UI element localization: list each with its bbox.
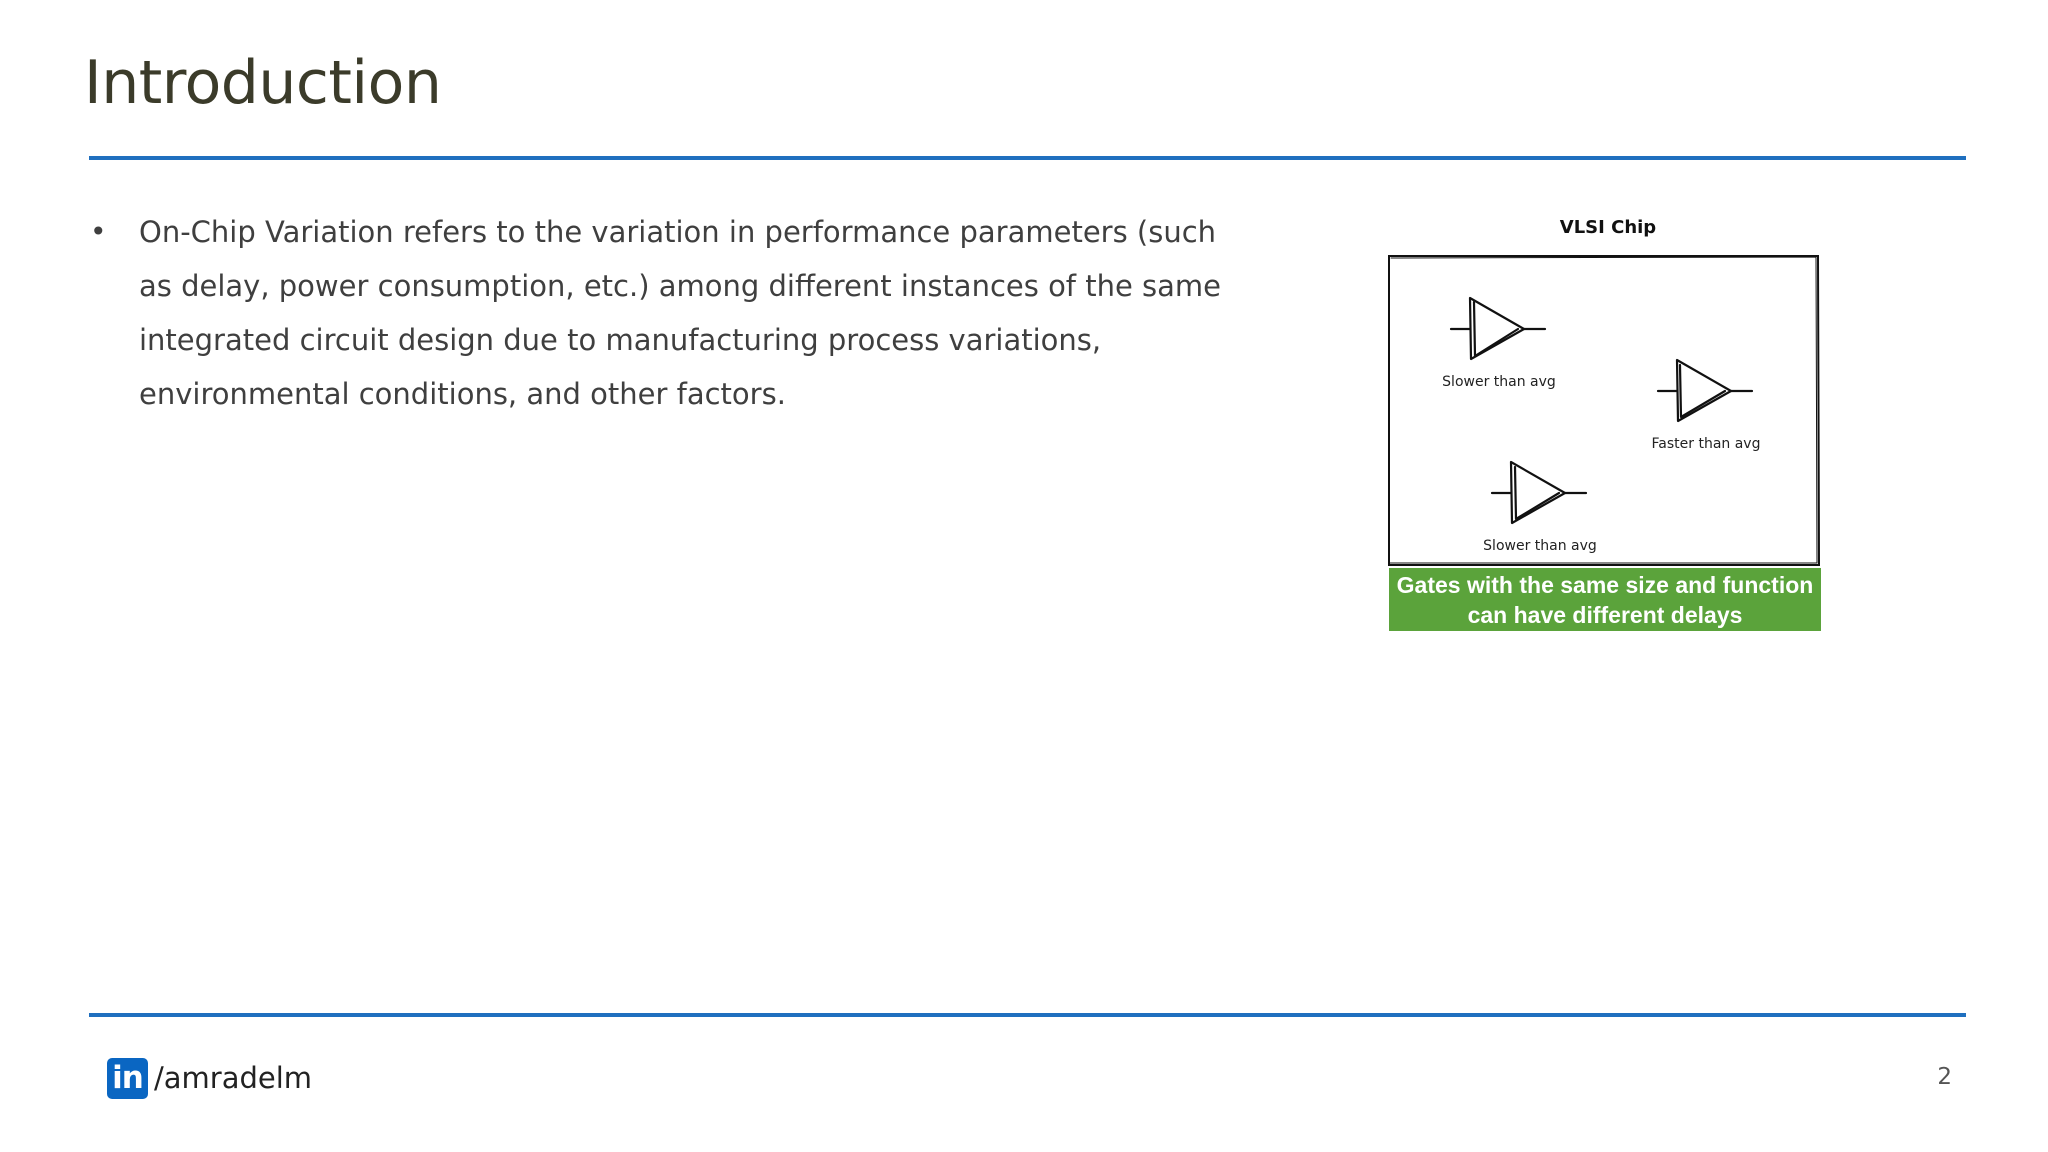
linkedin-handle-text: /amradelm <box>154 1061 313 1095</box>
bullet-text: On-Chip Variation refers to the variation in performance parameters (such as delay, power consumption, etc.) among different instances of the same integrated circuit design due to manufacturing process variations, environmental conditions, and other factors. <box>139 215 1222 411</box>
figure-title: VLSI Chip <box>1559 217 1657 238</box>
bullet-item <box>88 205 1248 421</box>
linkedin-icon: in <box>107 1058 148 1099</box>
gate-label: Slower than avg <box>1442 374 1556 390</box>
gate-label: Slower than avg <box>1483 538 1597 554</box>
page-number: 2 <box>1937 1064 1952 1090</box>
bullet-list <box>88 205 1248 421</box>
slide-title: Introduction <box>84 48 442 118</box>
vlsi-chip-figure <box>1385 210 1830 640</box>
buffer-gate-icon <box>1451 298 1545 359</box>
figure-caption: Gates with the same size and function can have different delays <box>1389 568 1821 631</box>
title-divider <box>89 156 1966 160</box>
buffer-gate-icon <box>1658 360 1752 421</box>
chip-outline <box>1389 256 1819 565</box>
linkedin-handle[interactable] <box>107 1056 312 1100</box>
bullet-marker: • <box>90 215 107 248</box>
footer-divider <box>89 1013 1966 1017</box>
gate-label: Faster than avg <box>1651 436 1761 452</box>
buffer-gate-icon <box>1492 462 1586 523</box>
